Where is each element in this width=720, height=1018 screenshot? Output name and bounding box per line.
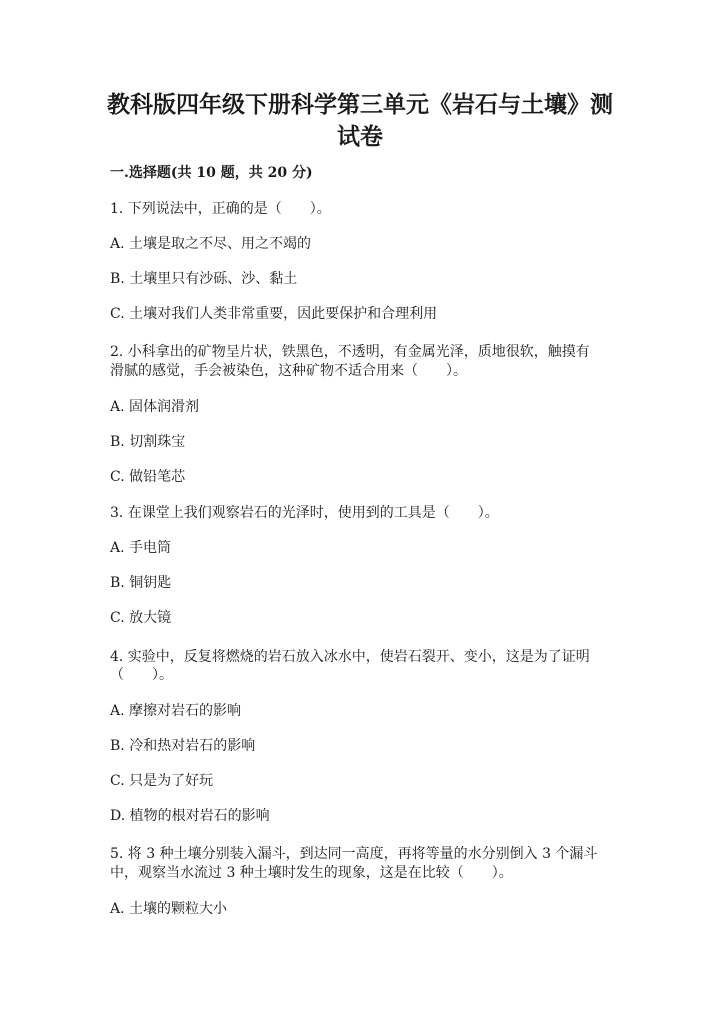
question-2-option-b: B. 切割珠宝 <box>110 434 186 450</box>
question-2-stem-line-1: 2. 小科拿出的矿物呈片状，铁黑色，不透明，有金属光泽，质地很软，触摸有 <box>110 344 590 360</box>
question-3-stem: 3. 在课堂上我们观察岩石的光泽时，使用到的工具是（ ）。 <box>110 505 499 521</box>
question-1-option-a: A. 土壤是取之不尽、用之不竭的 <box>110 236 312 252</box>
question-4-option-a: A. 摩擦对岩石的影响 <box>110 703 242 719</box>
question-4-stem-line-1: 4. 实验中，反复将燃烧的岩石放入冰水中，使岩石裂开、变小，这是为了证明 <box>110 649 590 665</box>
question-4-option-d: D. 植物的根对岩石的影响 <box>110 808 270 824</box>
question-1-stem: 1. 下列说法中，正确的是（ ）。 <box>110 201 331 217</box>
question-2-option-a: A. 固体润滑剂 <box>110 399 200 415</box>
question-3-option-a: A. 手电筒 <box>110 540 172 556</box>
question-2-option-c: C. 做铅笔芯 <box>110 469 186 485</box>
document-title-line-1: 教科版四年级下册科学第三单元《岩石与土壤》测 <box>107 91 613 118</box>
section-heading: 一.选择题(共 10 题，共 20 分) <box>110 165 313 181</box>
question-1-option-b: B. 土壤里只有沙砾、沙、黏土 <box>110 271 298 287</box>
question-4-stem-line-2: （ ）。 <box>110 667 173 683</box>
question-3-option-c: C. 放大镜 <box>110 610 172 626</box>
question-2-stem-line-2: 滑腻的感觉，手会被染色，这种矿物不适合用来（ ）。 <box>110 363 467 379</box>
question-1-option-c: C. 土壤对我们人类非常重要，因此要保护和合理利用 <box>110 306 438 322</box>
question-5-option-a: A. 土壤的颗粒大小 <box>110 901 228 917</box>
document-title-line-2: 试卷 <box>337 123 383 150</box>
question-3-option-b: B. 铜钥匙 <box>110 575 172 591</box>
question-4-option-b: B. 冷和热对岩石的影响 <box>110 738 256 754</box>
question-5-stem-line-2: 中，观察当水流过 3 种土壤时发生的现象，这是在比较（ ）。 <box>110 865 513 881</box>
question-4-option-c: C. 只是为了好玩 <box>110 773 214 789</box>
question-5-stem-line-1: 5. 将 3 种土壤分别装入漏斗，到达同一高度，再将等量的水分别倒入 3 个漏斗 <box>110 846 598 862</box>
